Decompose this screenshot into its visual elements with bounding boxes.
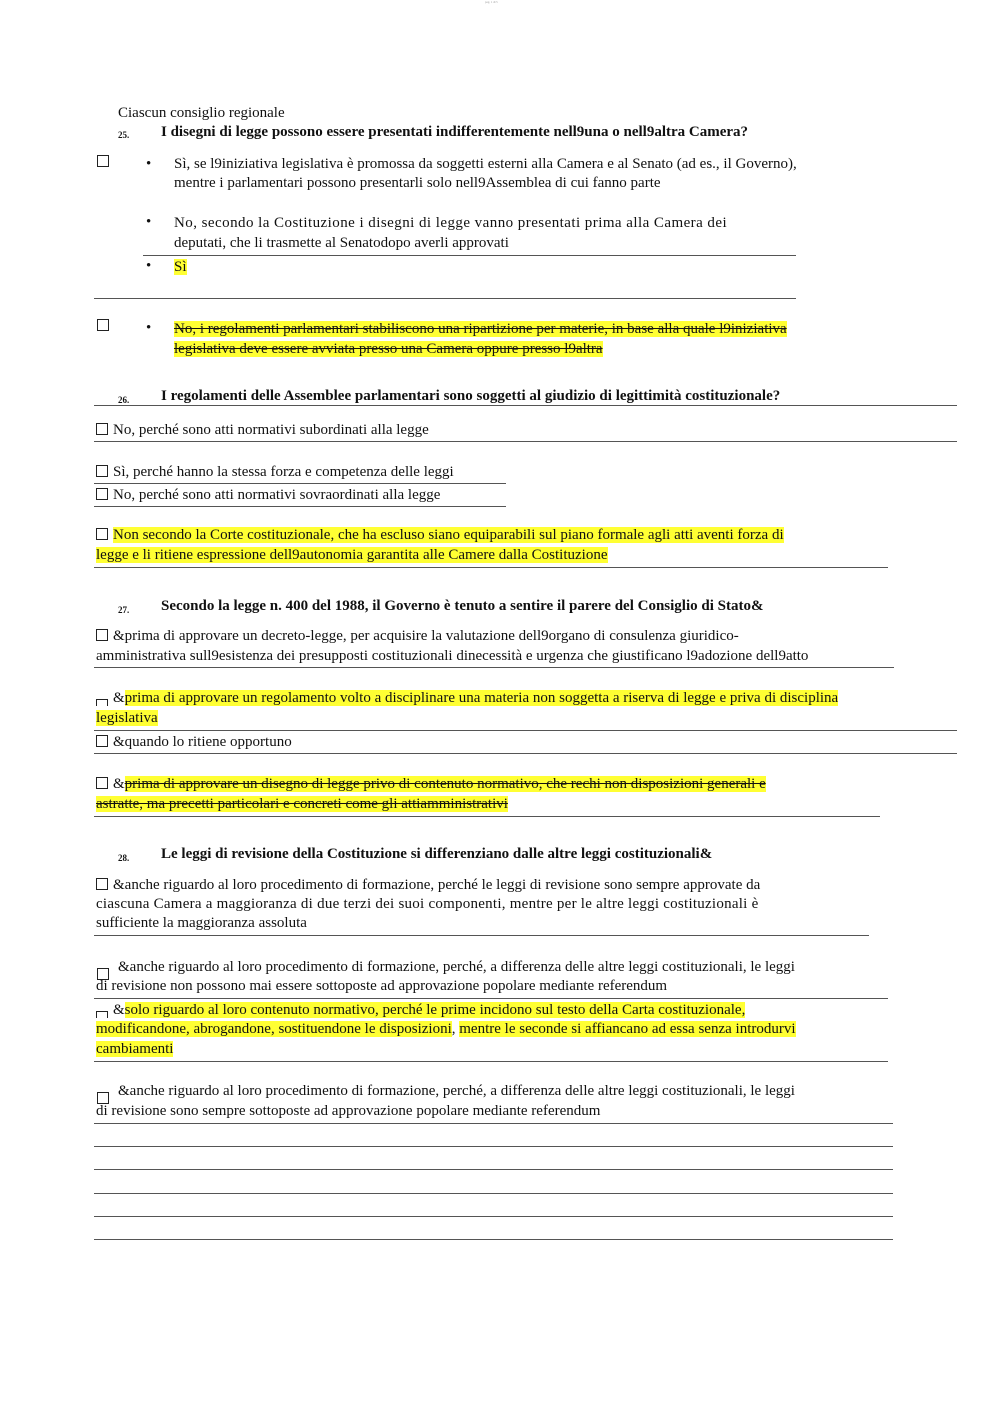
question-26-text: I regolamenti delle Assemblee parlamentari sono soggetti al giudizio di legittimità costituzionale? — [161, 388, 781, 404]
blank-answer-line — [94, 1146, 893, 1147]
question-28-number: 28. — [118, 853, 130, 863]
q26-option2-checkbox[interactable] — [96, 465, 108, 477]
q27-option2-checkbox[interactable] — [96, 699, 108, 706]
q28-option2-line2: di revisione non possono mai essere sottoposte ad approvazione popolare mediante referendum — [96, 978, 668, 994]
separator-line — [94, 506, 506, 507]
separator-line — [94, 730, 957, 731]
q28-option4-line1: &anche riguardo al loro procedimento di formazione, perché, a differenza delle altre leggi costituzionali, le leggi — [118, 1083, 795, 1099]
q25-option2-line2: deputati, che li trasmette al Senatodopo averli approvati — [174, 235, 509, 251]
question-28-text: Le leggi di revisione della Costituzione si differenziano dalle altre leggi costituzionali& — [161, 846, 713, 862]
q28-option3-checkbox[interactable] — [96, 1011, 108, 1018]
separator-line — [94, 1061, 888, 1062]
blank-answer-line — [94, 1169, 893, 1170]
q26-option3: No, perché sono atti normativi sovraordinati alla legge — [96, 486, 440, 505]
intro-line: Ciascun consiglio regionale — [118, 105, 285, 121]
bullet-icon: • — [146, 320, 152, 336]
question-25-number: 25. — [118, 130, 130, 140]
question-27-text: Secondo la legge n. 400 del 1988, il Governo è tenuto a sentire il parere del Consiglio di Stato& — [161, 598, 764, 614]
q25-option4-line1: No, i regolamenti parlamentari stabiliscono una ripartizione per materie, in base alla quale l9iniziativa — [174, 321, 787, 337]
bullet-icon: • — [146, 156, 152, 172]
question-26-number: 26. — [118, 395, 130, 405]
q27-option1-line2: amministrativa sull9esistenza dei presupposti costituzionali dinecessità e urgenza che giustificano l9adozione dell9atto — [96, 648, 809, 664]
q27-option2-line2: legislativa — [96, 710, 158, 726]
bullet-icon: • — [146, 258, 152, 274]
separator-line — [94, 816, 880, 817]
blank-answer-line — [94, 1216, 893, 1217]
q26-option1-checkbox[interactable] — [96, 423, 108, 435]
separator-line — [94, 935, 869, 936]
q25-option4-line2: legislativa deve essere avviata presso una Camera oppure presso l9altra — [174, 341, 603, 357]
q25-option3: Sì — [174, 259, 187, 275]
separator-line — [94, 667, 894, 668]
q26-option4-checkbox[interactable] — [96, 528, 108, 540]
separator-line — [94, 567, 888, 568]
bullet-icon: • — [146, 214, 152, 230]
q26-option4-line2: legge e li ritiene espressione dell9autonomia garantita alle Camere dalla Costituzione — [96, 547, 608, 563]
blank-answer-line — [94, 1239, 893, 1240]
q28-option1-line2: ciascuna Camera a maggioranza di due terzi dei suoi componenti, mentre per le altre leggi costituzionali è — [96, 896, 759, 912]
q28-option1-checkbox[interactable] — [96, 878, 108, 890]
q25-option1-line1: Sì, se l9iniziativa legislativa è promossa da soggetti esterni alla Camera e al Senato (ad es., il Governo), — [174, 156, 797, 172]
q28-option3-line3: cambiamenti — [96, 1041, 174, 1057]
question-25-text: I disegni di legge possono essere presentati indifferentemente nell9una o nell9altra Camera? — [161, 124, 749, 140]
page-header-mark: pag. 1 di 5 — [485, 0, 498, 4]
q28-option1-line3: sufficiente la maggioranza assoluta — [96, 915, 307, 931]
separator-line — [94, 441, 957, 442]
separator-line — [143, 255, 796, 256]
q27-option4-line1: &prima di approvare un disegno di legge privo di contenuto normativo, che rechi non disposizioni generali e — [96, 775, 766, 794]
separator-line — [94, 405, 957, 406]
q25-option1-checkbox[interactable] — [97, 155, 109, 167]
q27-option3-checkbox[interactable] — [96, 735, 108, 747]
q26-option3-checkbox[interactable] — [96, 488, 108, 500]
q28-option1-line1: &anche riguardo al loro procedimento di formazione, perché le leggi di revisione sono sempre approvate da — [96, 876, 760, 895]
q28-option2-line1: &anche riguardo al loro procedimento di formazione, perché, a differenza delle altre leggi costituzionali, le leggi — [118, 959, 795, 975]
q26-option4-line1: Non secondo la Corte costituzionale, che ha escluso siano equiparabili sul piano formale agli atti aventi forza di — [96, 526, 784, 545]
separator-line — [94, 298, 796, 299]
blank-answer-line — [94, 1123, 893, 1124]
q25-option4-checkbox[interactable] — [97, 319, 109, 331]
separator-line — [94, 483, 506, 484]
q26-option2: Sì, perché hanno la stessa forza e competenza delle leggi — [96, 463, 454, 482]
blank-answer-line — [94, 1193, 893, 1194]
q27-option1-line1: &prima di approvare un decreto-legge, per acquisire la valutazione dell9organo di consulenza giuridico- — [96, 627, 739, 646]
q27-option3: &quando lo ritiene opportuno — [96, 733, 292, 752]
q27-option4-checkbox[interactable] — [96, 777, 108, 789]
separator-line — [94, 998, 888, 999]
separator-line — [94, 753, 957, 754]
q26-option1: No, perché sono atti normativi subordinati alla legge — [96, 421, 429, 440]
q25-option2-line1: No, secondo la Costituzione i disegni di legge vanno presentati prima alla Camera dei — [174, 215, 728, 231]
q28-option3-line2: modificandone, abrogandone, sostituendone le disposizioni, mentre le seconde si affiancano ad essa senza introdurvi — [96, 1021, 796, 1037]
q27-option4-line2: astratte, ma precetti particolari e concreti come gli attiamministrativi — [96, 796, 508, 812]
question-27-number: 27. — [118, 605, 130, 615]
q28-option3-line1: &solo riguardo al loro contenuto normativo, perché le prime incidono sul testo della Carta costituzionale, — [96, 1001, 745, 1020]
q27-option1-checkbox[interactable] — [96, 629, 108, 641]
q27-option2-line1: &prima di approvare un regolamento volto a disciplinare una materia non soggetta a riserva di legge e priva di disciplina — [96, 689, 838, 708]
q28-option4-line2: di revisione sono sempre sottoposte ad approvazione popolare mediante referendum — [96, 1103, 601, 1119]
q25-option1-line2: mentre i parlamentari possono presentarli solo nell9Assemblea di cui fanno parte — [174, 175, 661, 191]
